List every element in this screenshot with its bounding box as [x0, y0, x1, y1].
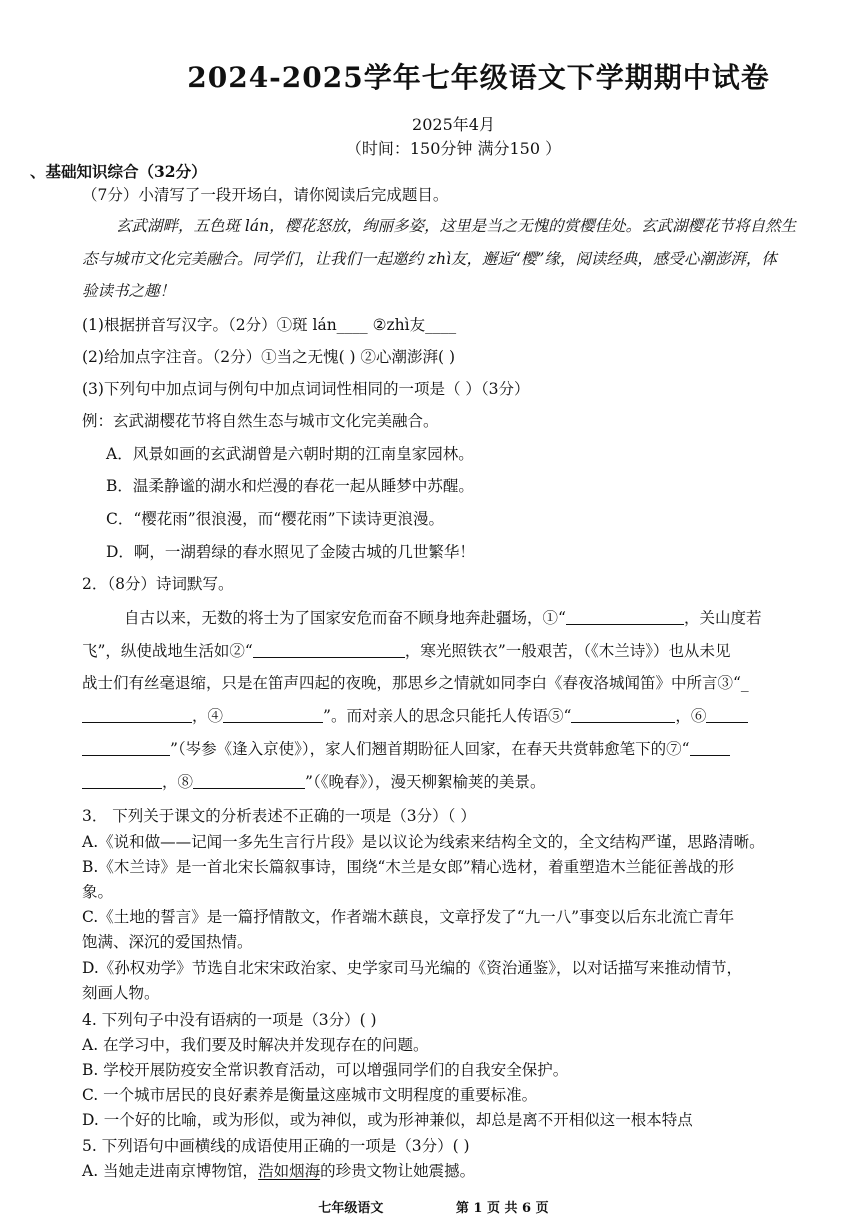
- answer-blank[interactable]: [82, 707, 192, 724]
- q5-heading: 5. 下列语句中画横线的成语使用正确的一项是（3分）( ): [82, 1137, 470, 1155]
- poem-line: 飞”，纵使战地生活如②“ ，寒光照铁衣”一般艰苦，（《木兰诗》）也从未见: [82, 642, 731, 660]
- exam-title: 2024-2025学年七年级语文下学期期中试卷: [187, 61, 770, 94]
- answer-blank[interactable]: [690, 740, 730, 757]
- poem-line: ，⑧ ”（《晚春》），漫天柳絮榆荚的美景。: [82, 770, 545, 792]
- poem-line: 战士们有丝毫退缩，只是在笛声四起的夜晚，那思乡之情就如同李白《春夜洛城闻笛》中所言③“_: [82, 674, 749, 692]
- q2-heading: 2．（8分）诗词默写。: [82, 575, 234, 593]
- q3-line: 象。: [82, 883, 114, 901]
- passage-line: 验读书之趣！: [82, 282, 176, 300]
- poem-line: ”（岑参《逢入京使》），家人们翘首期盼征人回家，在春天共赏韩愈笔下的⑦“: [82, 737, 730, 759]
- underlined-idiom: 浩如烟海: [258, 1162, 321, 1180]
- exam-time-info: （时间：150分钟 满分150 ）: [345, 139, 562, 158]
- answer-blank[interactable]: [571, 707, 675, 724]
- q4-heading: 4. 下列句子中没有语病的一项是（3分）( ): [82, 1011, 377, 1029]
- q3-line: D.《孙权劝学》节选自北宋宋政治家、史学家司马光编的《资治通鉴》，以对话描写来推动情节，: [82, 959, 743, 977]
- q3-heading: 3． 下列关于课文的分析表述不正确的一项是（3分）（ ）: [82, 807, 476, 825]
- answer-blank[interactable]: [706, 707, 748, 724]
- q3-line: A.《说和做——记闻一多先生言行片段》是以议论为线索来结构全文的，全文结构严谨，思路清晰。: [82, 833, 765, 851]
- passage-line: 玄武湖畔，五色斑 lán，樱花怒放，绚丽多姿，这里是当之无愧的赏樱佳处。玄武湖樱花节将自然生: [116, 217, 797, 235]
- passage-line: 态与城市文化完美融合。同学们，让我们一起邀约 zhì友，邂逅“樱”缘，阅读经典，感受心潮澎湃，体: [82, 250, 777, 268]
- section-heading: 、基础知识综合（32分）: [30, 162, 207, 181]
- q1-subquestion: (1)根据拼音写汉字。（2分）①斑 lán____ ②zhì友____: [82, 316, 457, 334]
- option-c: C．“樱花雨”很浪漫，而“樱花雨”下读诗更浪漫。: [106, 510, 445, 528]
- q3-line: 刻画人物。: [82, 984, 160, 1002]
- answer-blank[interactable]: [566, 609, 684, 626]
- example-sentence: 例：玄武湖樱花节将自然生态与城市文化完美融合。: [82, 412, 439, 430]
- q4-option: A. 在学习中，我们要及时解决并发现存在的问题。: [82, 1036, 429, 1054]
- answer-blank[interactable]: [82, 740, 170, 757]
- footer-page-number: 第 1 页 共 6 页: [455, 1201, 549, 1216]
- option-b: B．温柔静谧的湖水和烂漫的春花一起从睡梦中苏醒。: [106, 477, 474, 495]
- q3-line: 饱满、深沉的爱国热情。: [82, 933, 253, 951]
- q1-subquestion: (3)下列句中加点词与例句中加点词词性相同的一项是（ ）（3分）: [82, 380, 530, 398]
- option-a: A．风景如画的玄武湖曾是六朝时期的江南皇家园林。: [106, 445, 474, 463]
- answer-blank[interactable]: [253, 642, 405, 659]
- q1-subquestion: (2)给加点字注音。（2分）①当之无愧( ) ②心潮澎湃( ): [82, 348, 456, 366]
- page-footer: [0, 1197, 867, 1216]
- answer-blank[interactable]: [193, 773, 305, 790]
- answer-blank[interactable]: [82, 773, 162, 790]
- q4-option: C. 一个城市居民的良好素养是衡量这座城市文明程度的重要标准。: [82, 1086, 538, 1104]
- answer-blank[interactable]: [223, 707, 323, 724]
- q3-line: B.《木兰诗》是一首北宋长篇叙事诗，围绕“木兰是女郎”精心选材，着重塑造木兰能征善战的形: [82, 858, 735, 876]
- q1-intro: （7分）小清写了一段开场白，请你阅读后完成题目。: [82, 186, 449, 204]
- footer-subject: 七年级语文: [318, 1201, 384, 1216]
- exam-date: 2025年4月: [412, 115, 495, 134]
- option-d: D．啊，一湖碧绿的春水照见了金陵古城的几世繁华！: [106, 543, 475, 561]
- q3-line: C.《土地的誓言》是一篇抒情散文，作者端木蕻良，文章抒发了“九一八”事变以后东北流亡青年: [82, 908, 735, 926]
- poem-line: 自古以来，无数的将士为了国家安危而奋不顾身地奔赴疆场，①“ ，关山度若: [124, 609, 762, 627]
- poem-line: ，④ ”。而对亲人的思念只能托人传语⑤“ ，⑥: [82, 704, 748, 726]
- q5-option-a: A. 当她走进南京博物馆，浩如烟海的珍贵文物让她震撼。: [82, 1162, 476, 1180]
- q4-option: B. 学校开展防疫安全常识教育活动，可以增强同学们的自我安全保护。: [82, 1061, 569, 1079]
- q4-option: D. 一个好的比喻，或为形似，或为神似，或为形神兼似，却总是离不开相似这一根本特点: [82, 1111, 693, 1129]
